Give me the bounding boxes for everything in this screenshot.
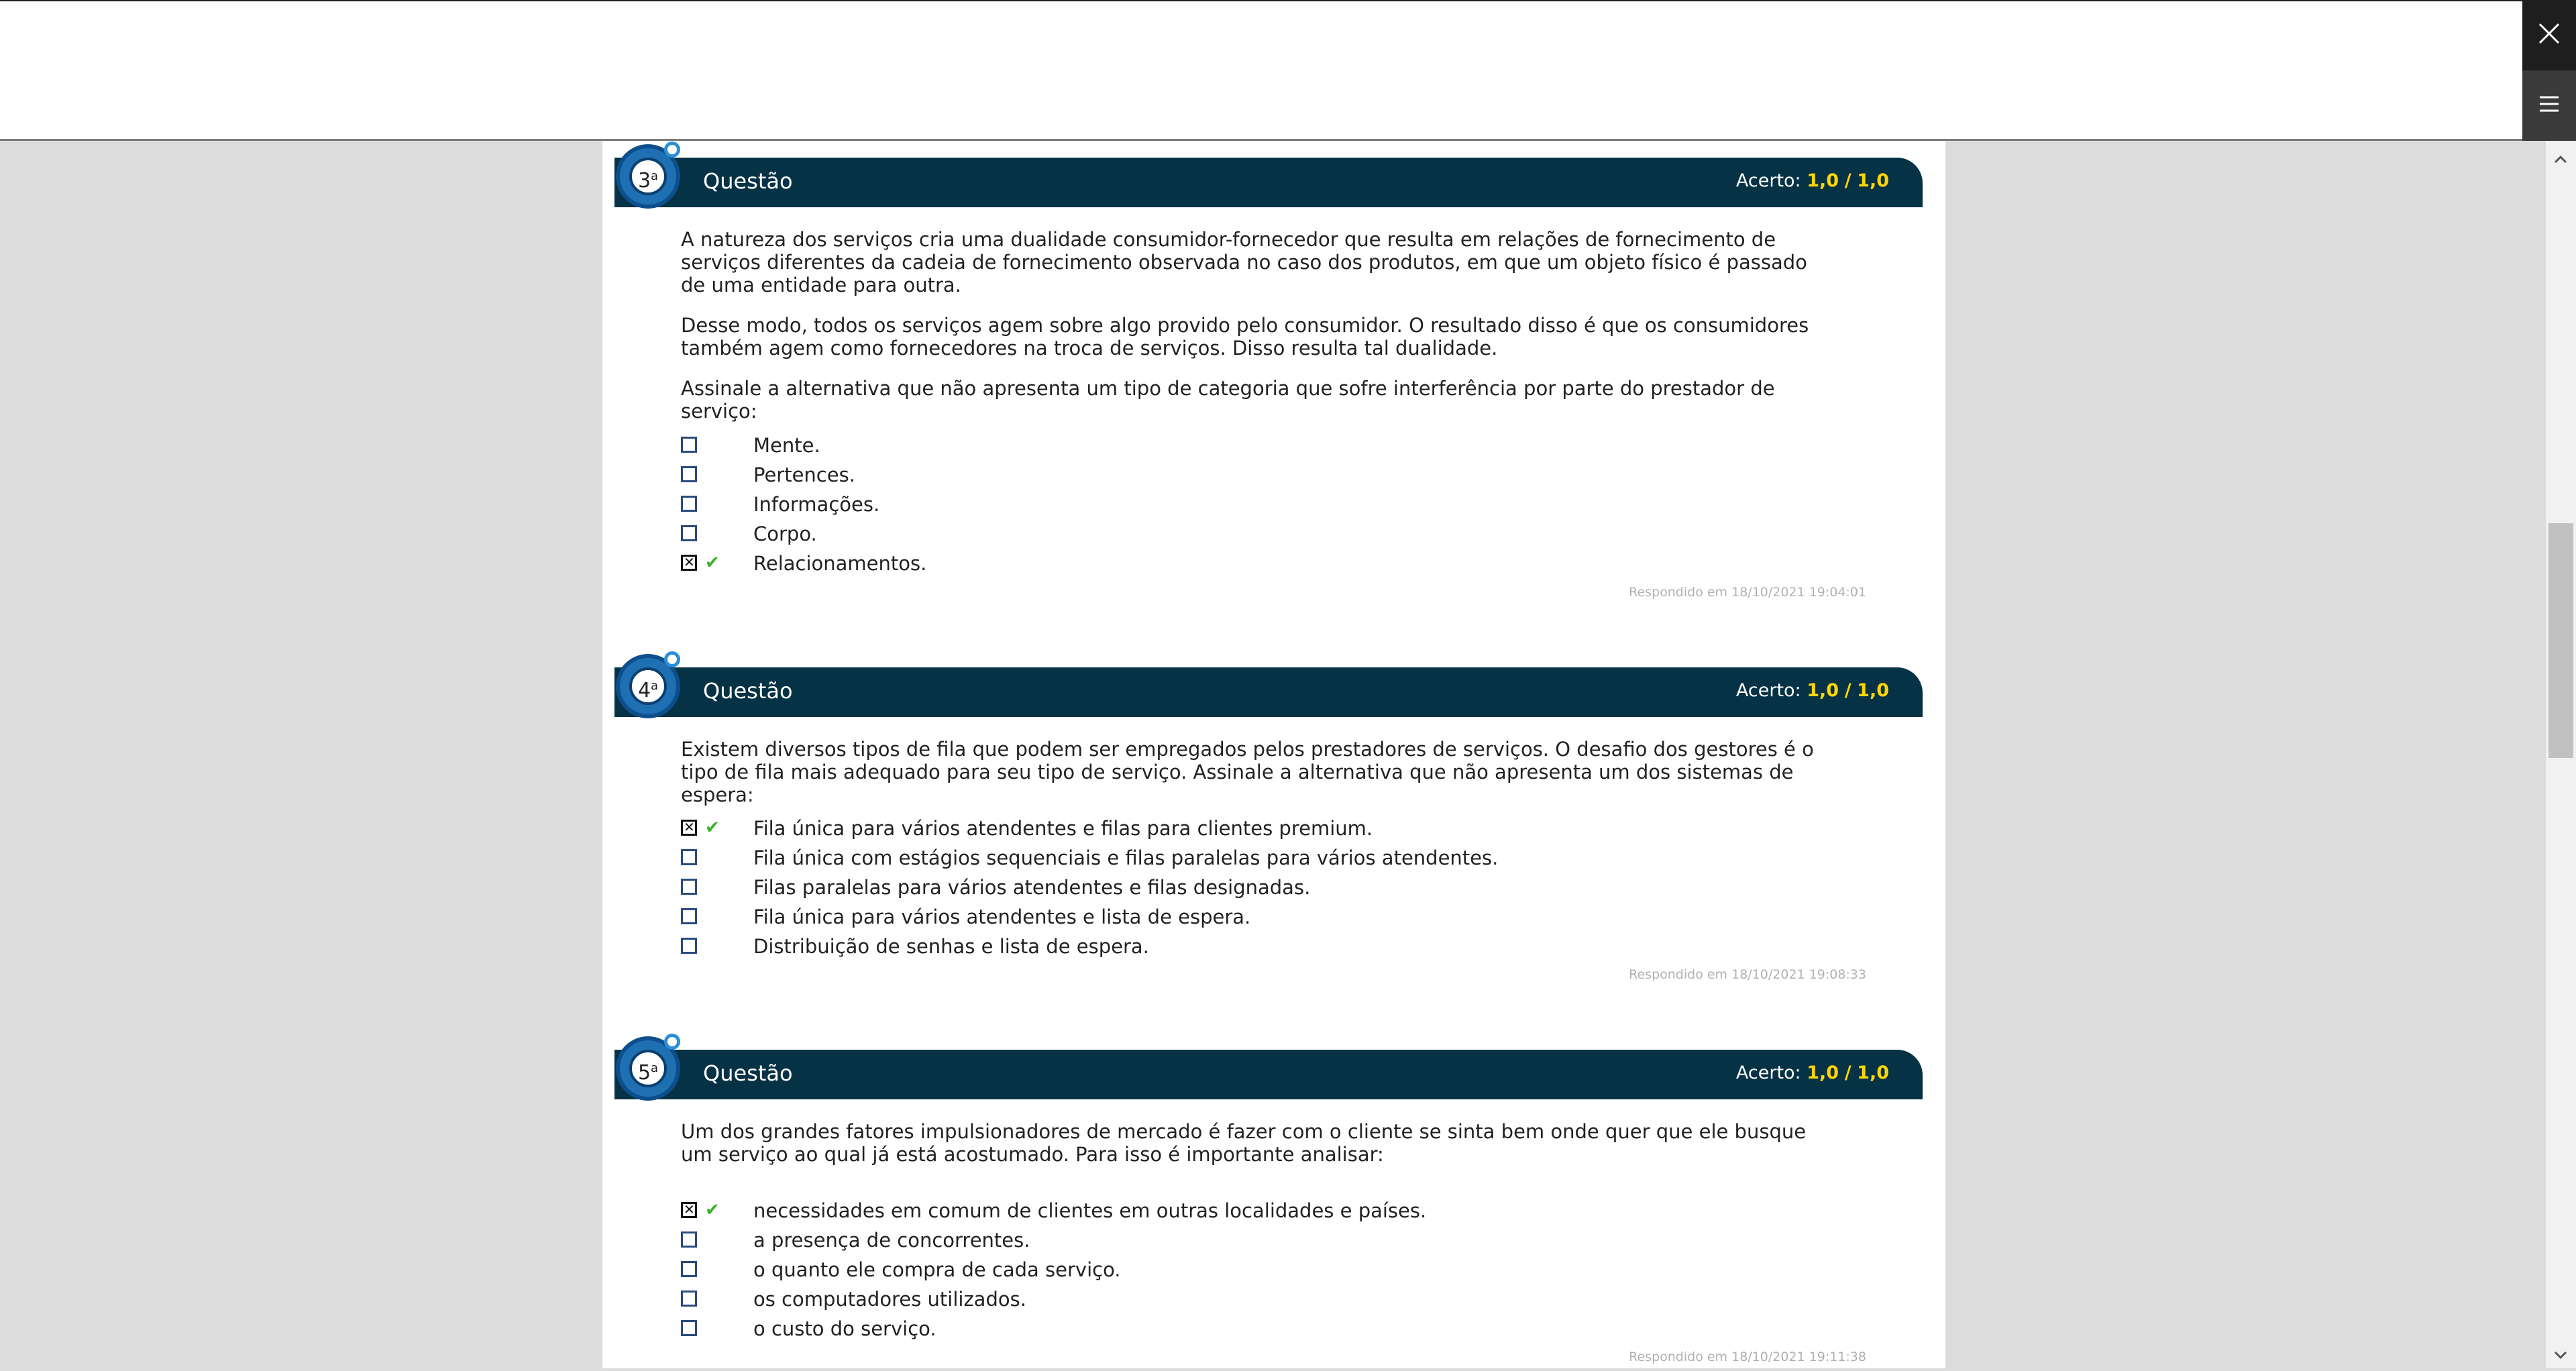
- score-max: 1,0: [1857, 680, 1889, 701]
- score-label: Acerto:: [1735, 680, 1801, 701]
- chevron-down-icon: [2546, 1341, 2576, 1368]
- correct-check-icon: ✔: [705, 1200, 720, 1220]
- option[interactable]: [681, 903, 1821, 933]
- question-title: Questão: [703, 1060, 793, 1086]
- question-header-bar: [614, 1050, 1923, 1099]
- question-title: Questão: [703, 168, 793, 194]
- option[interactable]: [681, 1197, 1821, 1227]
- option[interactable]: [681, 491, 1821, 520]
- option-label: Corpo.: [753, 523, 817, 545]
- checkbox[interactable]: [681, 879, 697, 895]
- checkbox[interactable]: [681, 1231, 697, 1248]
- badge-dot: [664, 142, 680, 158]
- answered-timestamp: Respondido em 18/10/2021 19:08:33: [1629, 967, 1866, 982]
- option[interactable]: [681, 1256, 1821, 1286]
- question-ordinal: a: [651, 169, 659, 183]
- score: [1736, 679, 1889, 702]
- correct-check-icon: ✔: [705, 553, 720, 573]
- option-label: a presença de concorrentes.: [753, 1229, 1030, 1252]
- option[interactable]: [681, 874, 1821, 903]
- checkbox[interactable]: [681, 1291, 697, 1307]
- question-4: [602, 651, 1945, 1033]
- question-3: [602, 141, 1945, 651]
- checkbox[interactable]: [681, 1261, 697, 1277]
- score-value: 1,0: [1807, 1062, 1839, 1083]
- question-title: Questão: [703, 678, 793, 704]
- checkbox[interactable]: [681, 525, 697, 541]
- score-value: 1,0: [1807, 170, 1839, 191]
- question-text: [681, 738, 1835, 824]
- option[interactable]: [681, 461, 1821, 491]
- question-header-bar: [614, 158, 1923, 207]
- score-separator: /: [1844, 170, 1851, 191]
- correct-check-icon: ✔: [705, 818, 720, 838]
- option-label: Fila única para vários atendentes e lista de espera.: [753, 906, 1251, 928]
- checkbox[interactable]: [681, 938, 697, 954]
- option-label: necessidades em comum de clientes em outras localidades e países.: [753, 1199, 1427, 1222]
- hamburger-menu-icon: [2537, 92, 2561, 116]
- scroll-down-button[interactable]: [2546, 1341, 2576, 1368]
- top-bar: [0, 0, 2576, 141]
- close-button[interactable]: [2522, 0, 2576, 70]
- question-ordinal: a: [651, 1061, 659, 1075]
- checkbox-checked[interactable]: [681, 820, 697, 836]
- checkbox[interactable]: [681, 496, 697, 512]
- option[interactable]: [681, 1227, 1821, 1256]
- checkbox[interactable]: [681, 437, 697, 453]
- option-label: Relacionamentos.: [753, 552, 927, 575]
- option-label: o custo do serviço.: [753, 1317, 936, 1340]
- quiz-content: [602, 141, 1945, 1368]
- option[interactable]: [681, 844, 1821, 874]
- badge-dot: [664, 651, 680, 667]
- checkbox-checked[interactable]: [681, 1202, 697, 1218]
- options-list: [681, 815, 1821, 963]
- option-label: os computadores utilizados.: [753, 1288, 1026, 1311]
- option-label: Pertences.: [753, 463, 855, 486]
- score: [1736, 170, 1889, 193]
- option-label: o quanto ele compra de cada serviço.: [753, 1258, 1121, 1281]
- window-controls: [2522, 0, 2576, 141]
- badge-dot: [664, 1034, 680, 1050]
- option[interactable]: [681, 550, 1821, 580]
- scrollbar-thumb[interactable]: [2548, 523, 2573, 758]
- checkbox[interactable]: [681, 908, 697, 924]
- checkbox[interactable]: [681, 1320, 697, 1336]
- answered-timestamp: Respondido em 18/10/2021 19:11:38: [1629, 1350, 1866, 1364]
- chevron-up-icon: [2546, 146, 2576, 173]
- score-value: 1,0: [1807, 680, 1839, 701]
- question-paragraph: A natureza dos serviços cria uma dualidade consumidor-fornecedor que resulta em relações de fornecimento de serviços diferentes da cadeia de fornecimento observada no caso dos produtos, em que um objeto físico é passado de uma entidade para outra.: [681, 228, 1807, 296]
- option-label: Filas paralelas para vários atendentes e filas designadas.: [753, 876, 1311, 899]
- score-max: 1,0: [1857, 1062, 1889, 1083]
- vertical-scrollbar[interactable]: [2546, 141, 2576, 1368]
- options-list: [681, 432, 1821, 580]
- score: [1736, 1062, 1889, 1085]
- question-header-bar: [614, 667, 1923, 717]
- question-text: [681, 1120, 1835, 1183]
- question-text: [681, 228, 1835, 440]
- question-paragraph: Desse modo, todos os serviços agem sobre algo provido pelo consumidor. O resultado disso é que os consumidores também agem como fornecedores na troca de serviços. Disso resulta tal dualidade.: [681, 314, 1809, 360]
- close-icon: [2537, 21, 2561, 46]
- option-label: Mente.: [753, 434, 820, 457]
- option-label: Informações.: [753, 493, 880, 516]
- question-number: 4: [637, 679, 651, 702]
- option[interactable]: [681, 1315, 1821, 1345]
- options-list: [681, 1197, 1821, 1345]
- checkbox[interactable]: [681, 466, 697, 482]
- option[interactable]: [681, 815, 1821, 844]
- scroll-up-button[interactable]: [2546, 146, 2576, 173]
- menu-button[interactable]: [2522, 70, 2576, 141]
- question-paragraph: Assinale a alternativa que não apresenta um tipo de categoria que sofre interferência por parte do prestador de serviço:: [681, 377, 1775, 423]
- question-number-badge: [616, 144, 680, 209]
- question-number: 5: [637, 1061, 651, 1085]
- score-separator: /: [1844, 1062, 1851, 1083]
- option[interactable]: [681, 1286, 1821, 1315]
- option[interactable]: [681, 520, 1821, 550]
- question-paragraph: Um dos grandes fatores impulsionadores de mercado é fazer com o cliente se sinta bem onde quer que ele busque um serviço ao qual já está acostumado. Para isso é importante analisar:: [681, 1120, 1807, 1166]
- question-paragraph: Existem diversos tipos de fila que podem ser empregados pelos prestadores de serviços. O desafio dos gestores é o tipo de fila mais adequado para seu tipo de serviço. Assinale a alternativa que não apresenta um dos sistemas de espera:: [681, 738, 1814, 806]
- option[interactable]: [681, 933, 1821, 963]
- question-number: 3: [637, 169, 651, 193]
- score-max: 1,0: [1857, 170, 1889, 191]
- option[interactable]: [681, 432, 1821, 461]
- option-label: Fila única para vários atendentes e filas para clientes premium.: [753, 817, 1373, 840]
- score-separator: /: [1844, 680, 1851, 701]
- score-label: Acerto:: [1735, 1062, 1801, 1083]
- question-5: [602, 1033, 1945, 1368]
- option-label: Fila única com estágios sequenciais e filas paralelas para vários atendentes.: [753, 846, 1499, 869]
- question-ordinal: a: [651, 679, 659, 693]
- question-number-badge: [616, 654, 680, 718]
- question-number-badge: [616, 1036, 680, 1101]
- checkbox-checked[interactable]: [681, 555, 697, 571]
- answered-timestamp: Respondido em 18/10/2021 19:04:01: [1629, 585, 1866, 600]
- score-label: Acerto:: [1735, 170, 1801, 191]
- option-label: Distribuição de senhas e lista de espera.: [753, 935, 1149, 958]
- checkbox[interactable]: [681, 849, 697, 865]
